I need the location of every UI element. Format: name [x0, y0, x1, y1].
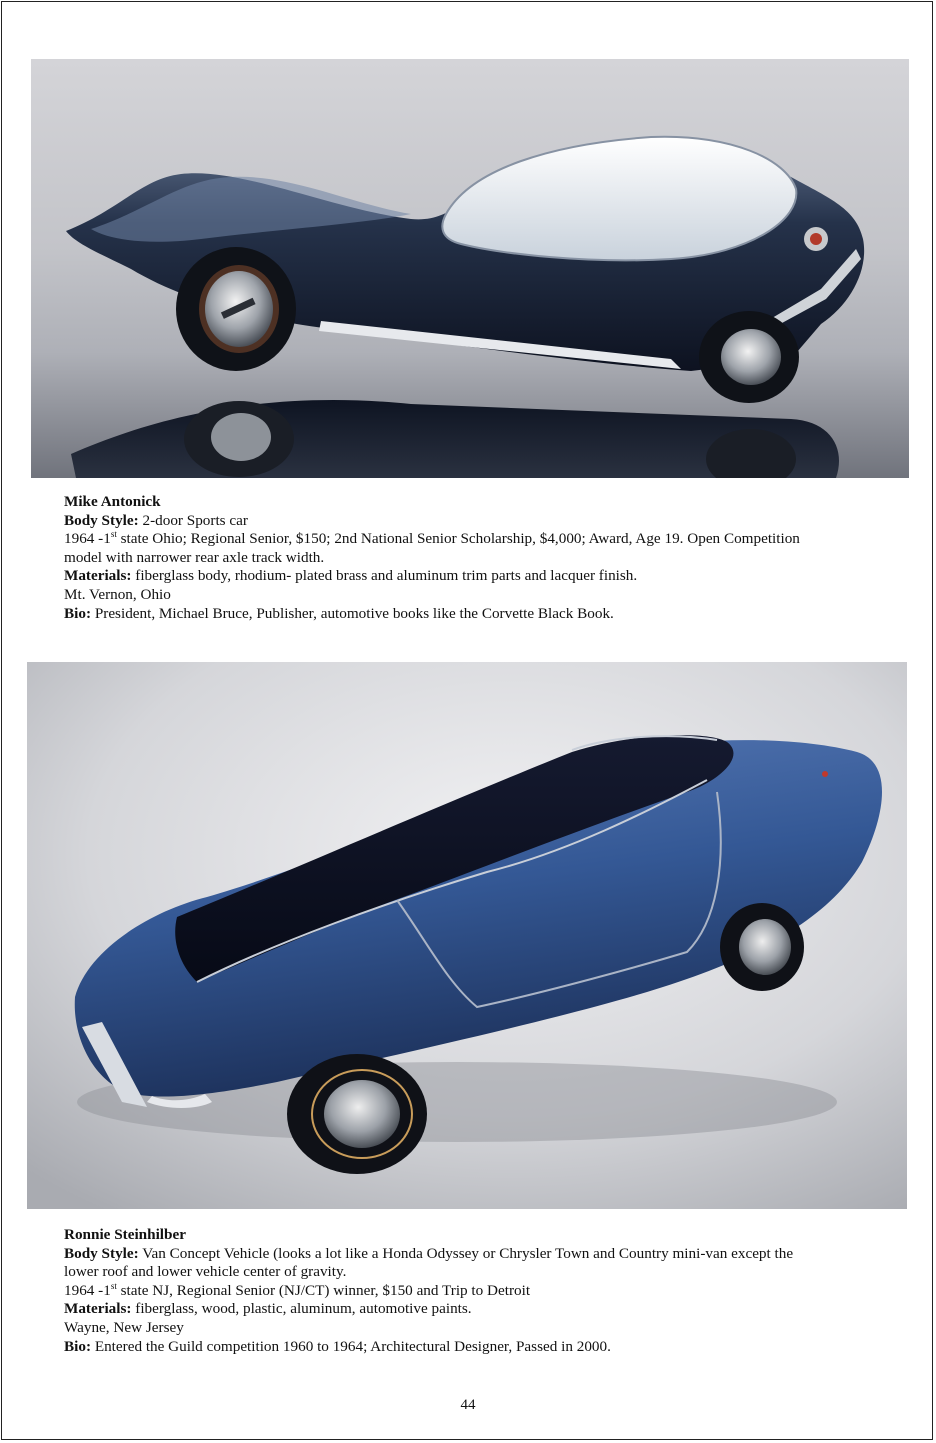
sports-car-illustration	[31, 59, 909, 478]
body-style-continued: lower roof and lower vehicle center of gravity.	[64, 1263, 347, 1281]
award-text: state NJ, Regional Senior (NJ/CT) winner, $150 and Trip to Detroit	[120, 1281, 531, 1299]
award-year: 1964 -1	[64, 530, 111, 548]
body-style-value: 2-door Sports car	[142, 511, 248, 529]
body-style-label: Body Style:	[64, 511, 139, 529]
bio-label: Bio:	[64, 1337, 92, 1355]
award-year: 1964 -1	[64, 1281, 111, 1299]
materials-label: Materials:	[64, 567, 132, 585]
caption-steinhilber	[64, 1226, 884, 1356]
award-ordinal: st	[110, 1280, 117, 1291]
car-photo-antonick	[31, 59, 909, 478]
award-ordinal: st	[110, 529, 117, 540]
body-style-value: Van Concept Vehicle (looks a lot like a Honda Odyssey or Chrysler Town and Country mini-van except the	[142, 1244, 794, 1262]
location: Mt. Vernon, Ohio	[64, 585, 171, 603]
van-concept-illustration	[27, 662, 907, 1209]
materials-value: fiberglass, wood, plastic, aluminum, automotive paints.	[135, 1300, 472, 1318]
award-text: state Ohio; Regional Senior, $150; 2nd National Senior Scholarship, $4,000; Award, Age 19. Open Competition	[120, 530, 800, 548]
materials-label: Materials:	[64, 1300, 132, 1318]
materials-value: fiberglass body, rhodium- plated brass and aluminum trim parts and lacquer finish.	[135, 567, 638, 585]
bio-value: Entered the Guild competition 1960 to 1964; Architectural Designer, Passed in 2000.	[94, 1337, 611, 1355]
bio-value: President, Michael Bruce, Publisher, automotive books like the Corvette Black Book.	[94, 604, 614, 622]
body-style-label: Body Style:	[64, 1244, 139, 1262]
location: Wayne, New Jersey	[64, 1318, 184, 1336]
bio-label: Bio:	[64, 604, 92, 622]
page-number: 44	[460, 1397, 476, 1413]
car-photo-steinhilber	[27, 662, 907, 1209]
award-text-continued: model with narrower rear axle track width.	[64, 548, 325, 566]
caption-antonick	[64, 493, 884, 623]
entrant-name: Mike Antonick	[64, 493, 161, 510]
entrant-name: Ronnie Steinhilber	[64, 1226, 186, 1243]
